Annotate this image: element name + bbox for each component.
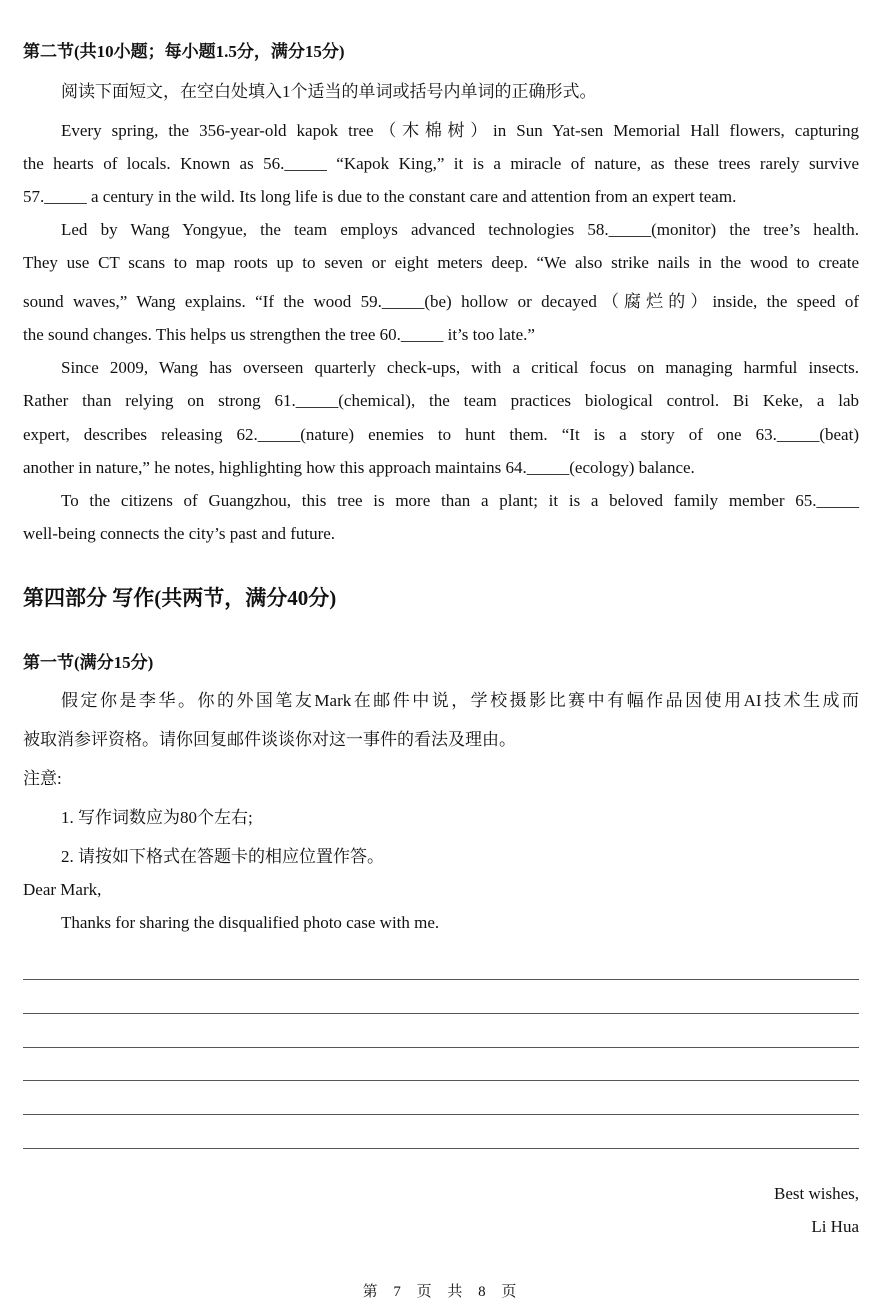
letter-salutation: Dear Mark, bbox=[23, 880, 102, 899]
section2-instruction: 阅读下面短文，在空白处填入1个适当的单词或括号内单词的正确形式。 bbox=[61, 82, 597, 101]
letter-signature: Li Hua bbox=[811, 1217, 859, 1236]
writing-prompt: 被取消参评资格。请你回复邮件谈谈你对这一事件的看法及理由。 bbox=[23, 730, 516, 749]
part4-title: 第四部分 写作(共两节，满分40分) bbox=[23, 586, 337, 610]
letter-opening: Thanks for sharing the disqualified photo case with me. bbox=[61, 913, 440, 932]
answer-line bbox=[23, 1080, 859, 1081]
passage-line: Led by Wang Yongyue, the team employs advanced technologies 58._____(monitor) the tree’s health. bbox=[61, 220, 859, 239]
passage-line: To the citizens of Guangzhou, this tree is more than a plant; it is a beloved family member 65._____ bbox=[61, 491, 859, 510]
passage-line: the sound changes. This helps us strengthen the tree 60._____ it’s too late.” bbox=[23, 325, 535, 344]
page-number: 第 7 页 共 8 页 bbox=[362, 1284, 523, 1300]
answer-line bbox=[23, 1047, 859, 1048]
answer-line bbox=[23, 1114, 859, 1115]
note-label: 注意: bbox=[23, 769, 62, 788]
section1-title: 第一节(满分15分) bbox=[23, 653, 154, 672]
passage-line: well-being connects the city’s past and future. bbox=[23, 524, 336, 543]
passage-line: They use CT scans to map roots up to seven or eight meters deep. “We also strike nails in the wood to create bbox=[23, 253, 859, 272]
passage-line: another in nature,” he notes, highlighting how this approach maintains 64._____(ecology) balance. bbox=[23, 458, 695, 477]
passage-line: Since 2009, Wang has overseen quarterly check-ups, with a critical focus on managing harmful insects. bbox=[61, 358, 859, 377]
passage-line: Rather than relying on strong 61._____(chemical), the team practices biological control. Bi Keke, a lab bbox=[23, 391, 859, 410]
passage-line: sound waves,” Wang explains. “If the wood 59._____(be) hollow or decayed（腐烂的）inside, the speed of bbox=[23, 292, 859, 311]
answer-line bbox=[23, 1013, 859, 1014]
passage-line: 57._____ a century in the wild. Its long life is due to the constant care and attention from an expert team. bbox=[23, 187, 737, 206]
section2-title: 第二节(共10小题；每小题1.5分，满分15分) bbox=[23, 42, 345, 61]
letter-closing: Best wishes, bbox=[774, 1184, 859, 1203]
answer-line bbox=[23, 979, 859, 980]
note-item: 1. 写作词数应为80个左右; bbox=[61, 808, 253, 827]
passage-line: expert, describes releasing 62._____(nature) enemies to hunt them. “It is a story of one 63._____(beat) bbox=[23, 425, 859, 444]
answer-line bbox=[23, 1148, 859, 1149]
note-item: 2. 请按如下格式在答题卡的相应位置作答。 bbox=[61, 847, 384, 866]
passage-line: the hearts of locals. Known as 56._____ “Kapok King,” it is a miracle of nature, as these trees rarely survive bbox=[23, 154, 859, 173]
writing-prompt: 假定你是李华。你的外国笔友Mark在邮件中说，学校摄影比赛中有幅作品因使用AI技术生成而 bbox=[61, 691, 859, 710]
passage-line: Every spring, the 356-year-old kapok tree（木棉树）in Sun Yat-sen Memorial Hall flowers, capturing bbox=[61, 121, 859, 140]
